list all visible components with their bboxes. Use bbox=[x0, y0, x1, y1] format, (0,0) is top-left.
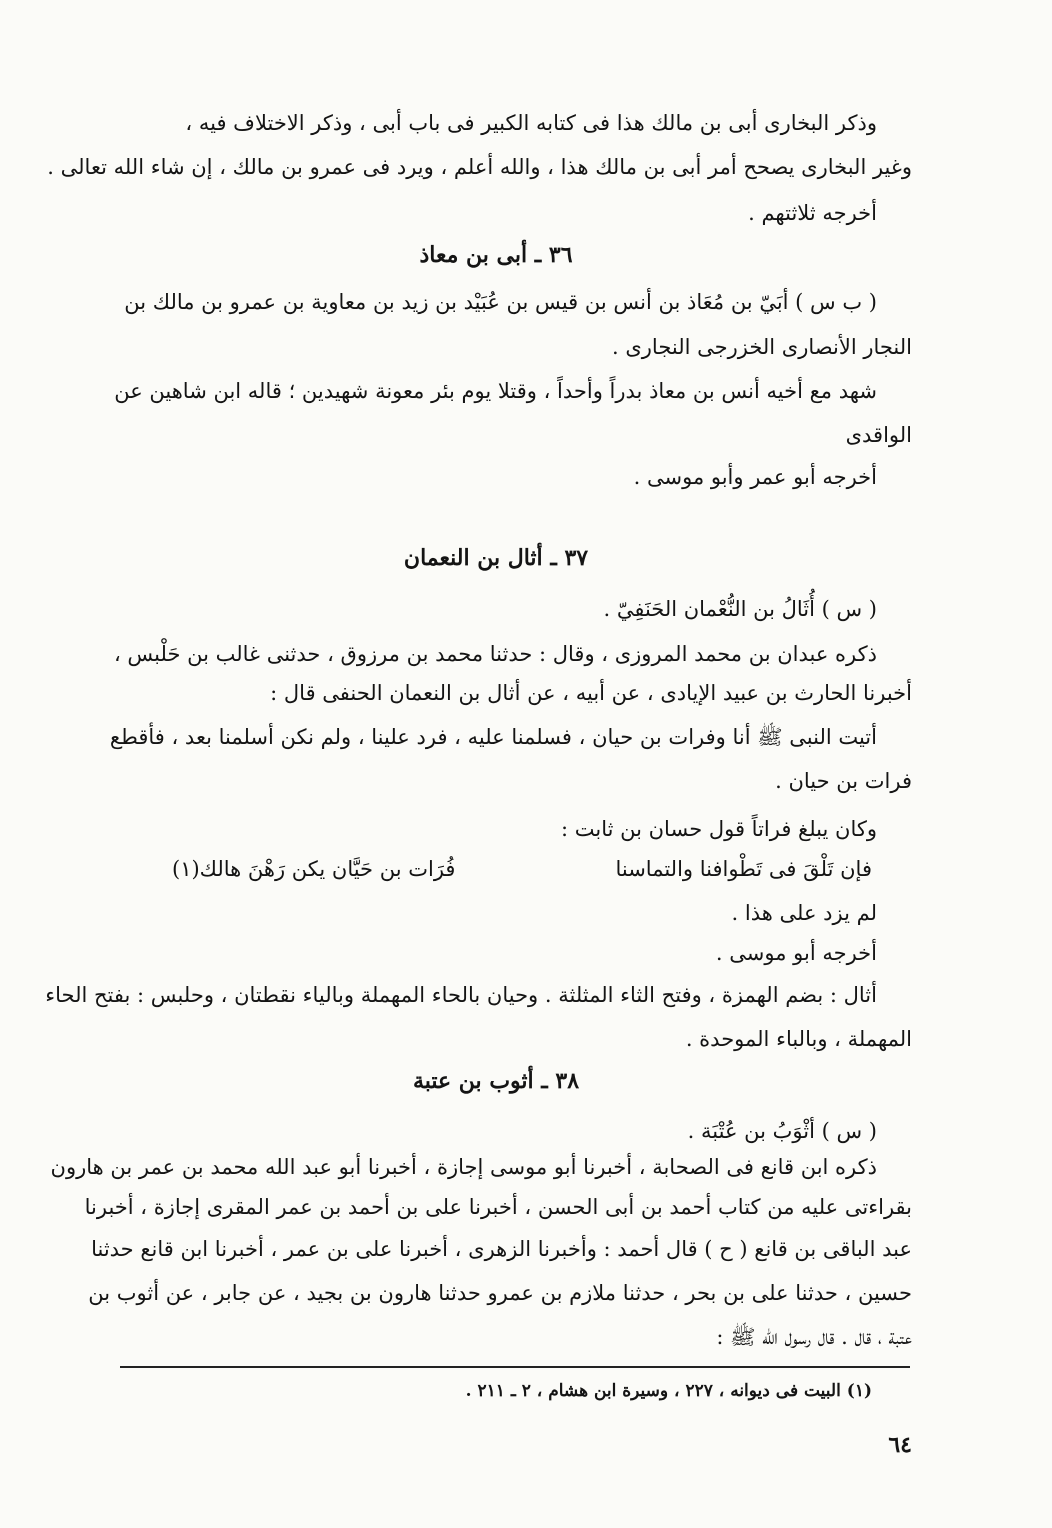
text-line: حسين ، حدثنا على بن بحر ، حدثنا ملازم بن عمرو حدثنا هارون بن بجيد ، عن جابر ، عن أثوب بن bbox=[88, 1281, 912, 1305]
text-line: النجار الأنصارى الخزرجى النجارى . bbox=[612, 335, 912, 359]
text-line: أخرجه أبو عمر وأبو موسى . bbox=[633, 465, 877, 489]
text-line: أتيت النبى ﷺ أنا وفرات بن حيان ، فسلمنا عليه ، فرد علينا ، ولم نكن أسلمنا بعد ، فأقطع bbox=[109, 725, 877, 749]
text-line: أخبرنا الحارث بن عبيد الإيادى ، عن أبيه ، عن أثال بن النعمان الحنفى قال : bbox=[270, 681, 912, 705]
entry-heading: ٣٧ ـ أثال بن النعمان bbox=[403, 545, 589, 571]
text-line: ذكره ابن قانع فى الصحابة ، أخبرنا أبو موسى إجازة ، أخبرنا أبو عبد الله محمد بن عمر بن هارون bbox=[50, 1155, 877, 1179]
footnote: (١) البيت فى ديوانه ، ٢٢٧ ، وسيرة ابن هشام ، ٢ ـ ٢١١ . bbox=[465, 1381, 872, 1401]
text-line: عبد الباقى بن قانع ( ح ) قال أحمد : وأخبرنا الزهرى ، أخبرنا على بن عمر ، أخبرنا ابن قانع حدثنا bbox=[91, 1237, 912, 1261]
text-line: بقراءتى عليه من كتاب أحمد بن أبى الحسن ، أخبرنا على بن أحمد بن عمر المقرى إجازة ، أخبرنا bbox=[84, 1195, 912, 1219]
text-line: الواقدى bbox=[845, 423, 912, 447]
text-line: وذكر البخارى أبى بن مالك هذا فى كتابه الكبير فى باب أبى ، وذكر الاختلاف فيه ، bbox=[185, 111, 877, 135]
text-line: أخرجه ثلاثتهم . bbox=[748, 201, 877, 225]
text-line: ( س ) أثْوَبُ بن عُتْبَة . bbox=[687, 1119, 877, 1143]
text-line: ذكره عبدان بن محمد المروزى ، وقال : حدثنا محمد بن مرزوق ، حدثنى غالب بن حَلْبس ، bbox=[113, 642, 877, 666]
verse-hemistich-second: فُرَات بن حَيَّان يكن رَهْنَ هالك(١) bbox=[172, 857, 456, 881]
entry-heading: ٣٦ ـ أبى بن معاذ bbox=[419, 242, 573, 268]
text-line: عتبة ، قال . قال رسول الله ﷺ : bbox=[716, 1325, 912, 1349]
text-line: شهد مع أخيه أنس بن معاذ بدراً وأحداً ، وقتلا يوم بئر معونة شهيدين ؛ قاله ابن شاهين عن bbox=[114, 379, 877, 403]
text-line: وغير البخارى يصحح أمر أبى بن مالك هذا ، والله أعلم ، ويرد فى عمرو بن مالك ، إن شاء الله تعالى . bbox=[47, 155, 912, 179]
text-line: المهملة ، وبالباء الموحدة . bbox=[685, 1027, 912, 1051]
poem-verse bbox=[172, 852, 872, 886]
entry-heading: ٣٨ ـ أثوب بن عتبة bbox=[412, 1068, 580, 1094]
text-line: أثال : بضم الهمزة ، وفتح الثاء المثلثة . وحيان بالحاء المهملة وبالياء نقطتان ، وحلبس : بفتح الحاء bbox=[45, 983, 877, 1007]
text-line: فرات بن حيان . bbox=[775, 769, 912, 793]
footnote-divider bbox=[120, 1366, 910, 1368]
text-line: لم يزد على هذا . bbox=[731, 901, 877, 925]
text-line: وكان يبلغ فراتاً قول حسان بن ثابت : bbox=[561, 817, 877, 841]
verse-hemistich-first: فإن تَلْقَ فى تَطْوافنا والتماسنا bbox=[615, 857, 872, 881]
text-line: أخرجه أبو موسى . bbox=[715, 941, 877, 965]
page-number: ٦٤ bbox=[888, 1432, 912, 1458]
text-line: ( س ) أُثَالُ بن النُّعْمان الحَنَفِيّ . bbox=[603, 597, 877, 621]
text-line: ( ب س ) أبَيّ بن مُعَاذ بن أنس بن قيس بن عُبَيْد بن زيد بن معاوية بن عمرو بن مالك بن bbox=[124, 290, 877, 314]
